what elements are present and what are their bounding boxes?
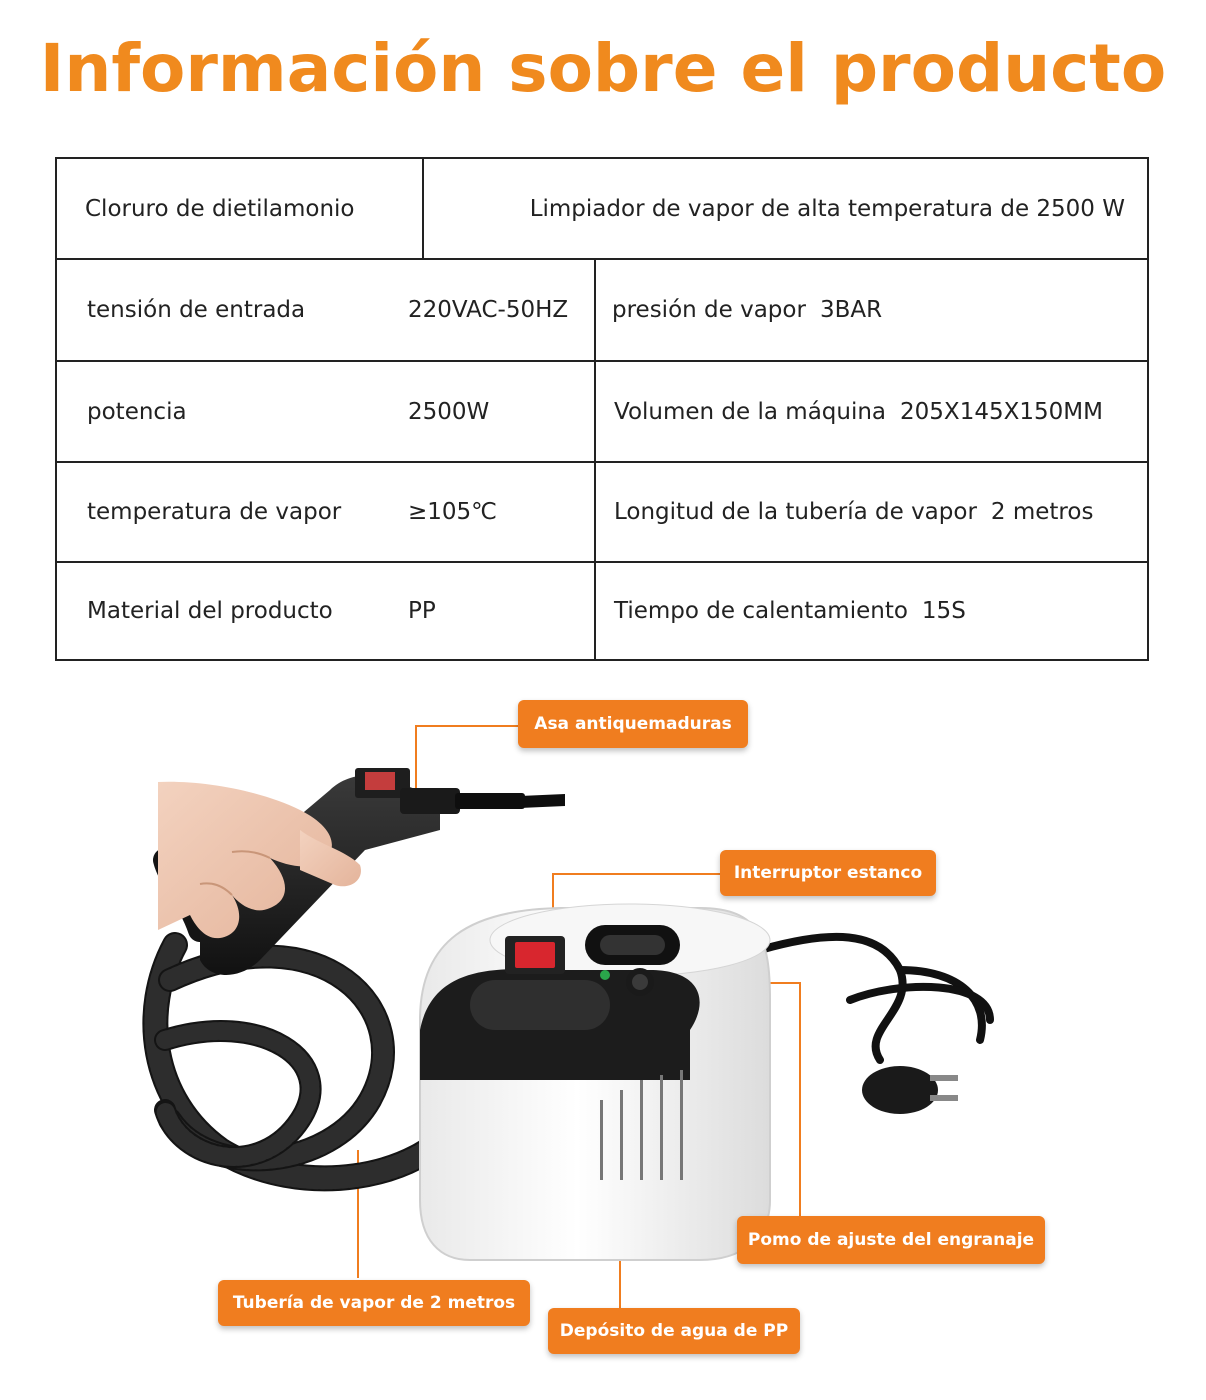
callout-knob: Pomo de ajuste del engranaje <box>737 1216 1045 1264</box>
callout-switch: Interruptor estanco <box>720 850 936 896</box>
spec-right-cell <box>612 260 1147 360</box>
page-title: Información sobre el producto <box>39 30 1167 107</box>
spec-row <box>57 463 1147 563</box>
callout-hose: Tubería de vapor de 2 metros <box>218 1280 530 1326</box>
spec-label: potencia <box>87 398 187 425</box>
spec-label: tensión de entrada <box>87 297 306 323</box>
spec-right-label: presión de vapor <box>612 297 806 323</box>
power-cable <box>760 937 990 1060</box>
spec-right-value: 15S <box>921 598 966 624</box>
spec-header-left: Cloruro de dietilamonio <box>85 195 355 222</box>
spec-table <box>55 157 1149 661</box>
spec-value: 220VAC-50HZ <box>408 297 569 323</box>
spec-header-right: Limpiador de vapor de alta temperatura de 2500 W <box>529 195 1125 222</box>
spec-row <box>57 362 1147 463</box>
spec-right-value: 205X145X150MM <box>900 398 1103 425</box>
spec-label: temperatura de vapor <box>87 499 342 525</box>
spec-value: 2500W <box>408 398 490 425</box>
spec-value: PP <box>408 598 436 624</box>
spec-right-value: 3BAR <box>819 297 883 323</box>
spec-right-label: Tiempo de calentamiento <box>614 598 908 624</box>
spec-right-label: Longitud de la tubería de vapor <box>614 499 977 525</box>
callout-tank: Depósito de agua de PP <box>548 1308 800 1354</box>
product-illustration <box>0 680 1206 1400</box>
callout-handle: Asa antiquemaduras <box>518 700 748 748</box>
spec-right-label: Volumen de la máquina <box>614 398 887 425</box>
spec-right-value: 2 metros <box>990 499 1094 525</box>
spec-row <box>57 563 1147 659</box>
spec-row <box>57 260 1147 362</box>
spec-value: ≥105℃ <box>408 499 498 525</box>
spec-label: Material del producto <box>87 598 333 624</box>
steam-cleaner-unit <box>420 904 770 1260</box>
spec-right-cell <box>614 362 1147 461</box>
spec-right-cell <box>614 463 1147 561</box>
spec-header-row <box>57 159 1147 260</box>
power-plug <box>862 1066 958 1114</box>
spec-right-cell <box>614 563 1147 659</box>
